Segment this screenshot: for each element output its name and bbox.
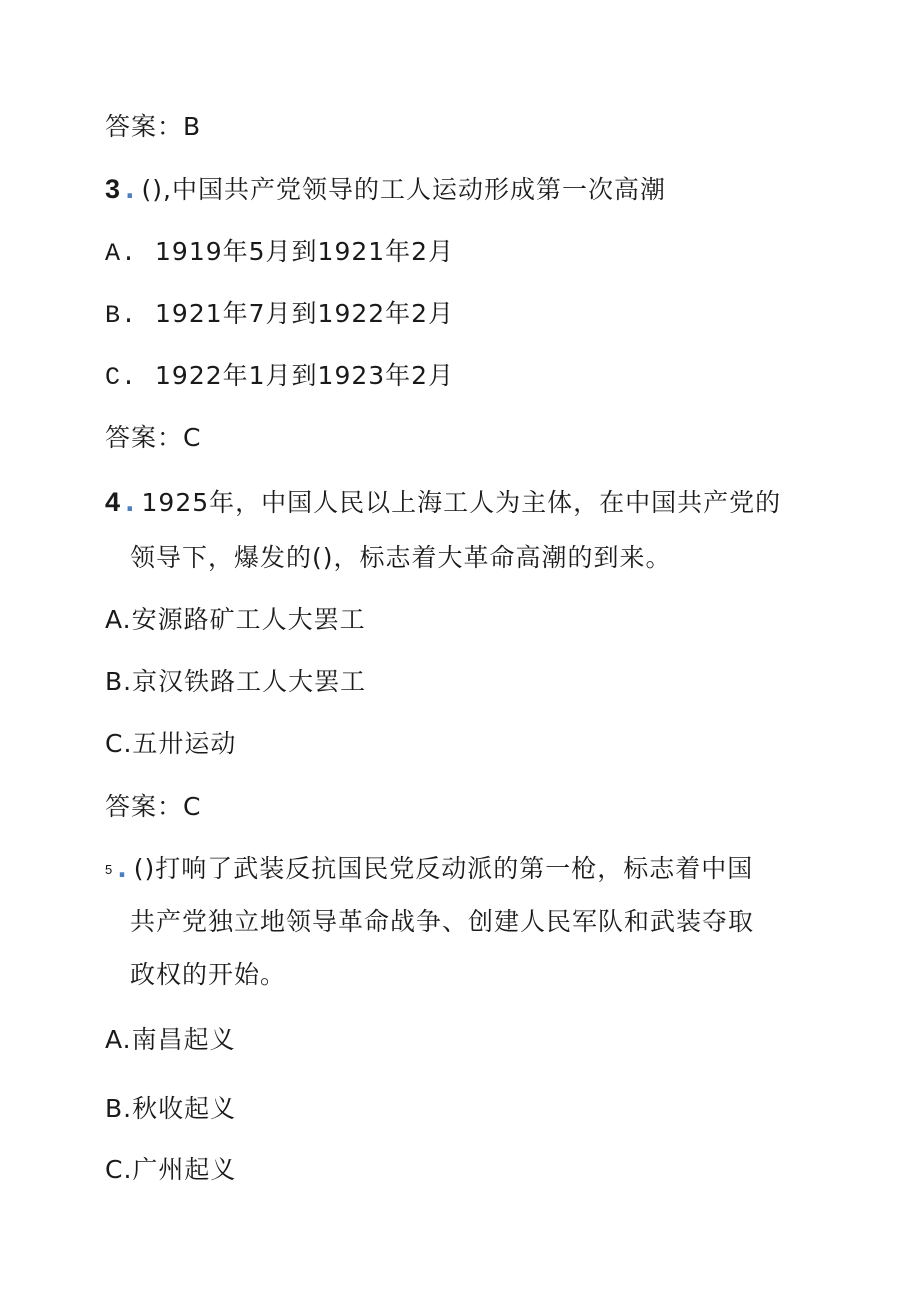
option-5a: A.南昌起义 [105,1025,236,1054]
question-text: (),中国共产党领导的工人运动形成第一次高潮 [141,175,666,204]
option-letter: A. [105,239,138,268]
option-3a [105,236,454,270]
question-number: 3 [105,174,122,204]
answer-q2: 答案：B [105,112,202,141]
answer-q3: 答案：C [105,423,202,452]
option-3b [105,298,454,332]
option-4a: A.安源路矿工人大罢工 [105,605,366,634]
question-5-line3: 政权的开始。 [130,960,287,989]
question-number: 5 [105,862,114,877]
option-4b: B.京汉铁路工人大罢工 [105,667,367,696]
option-text: 1919年5月到1921年2月 [155,237,455,266]
option-text: 1922年1月到1923年2月 [155,361,455,390]
question-dot: . [117,854,128,883]
option-5b: B.秋收起义 [105,1094,237,1123]
answer-q4: 答案：C [105,792,202,821]
question-5 [105,853,753,886]
question-4 [105,486,781,519]
question-text: ()打响了武装反抗国民党反动派的第一枪，标志着中国 [133,854,754,883]
option-letter: C. [105,363,138,392]
option-text: 1921年7月到1922年2月 [155,299,455,328]
question-5-line2: 共产党独立地领导革命战争、创建人民军队和武装夺取 [130,907,755,936]
question-4-line2: 领导下，爆发的()，标志着大革命高潮的到来。 [130,543,672,572]
option-letter: B. [105,301,138,330]
question-3 [105,173,666,206]
question-number: 4 [105,487,122,517]
question-dot: . [125,488,136,517]
option-3c [105,360,454,394]
question-text: 1925年，中国人民以上海工人为主体，在中国共产党的 [141,488,782,517]
question-dot: . [125,175,136,204]
option-4c: C.五卅运动 [105,729,237,758]
option-5c: C.广州起义 [105,1155,237,1184]
